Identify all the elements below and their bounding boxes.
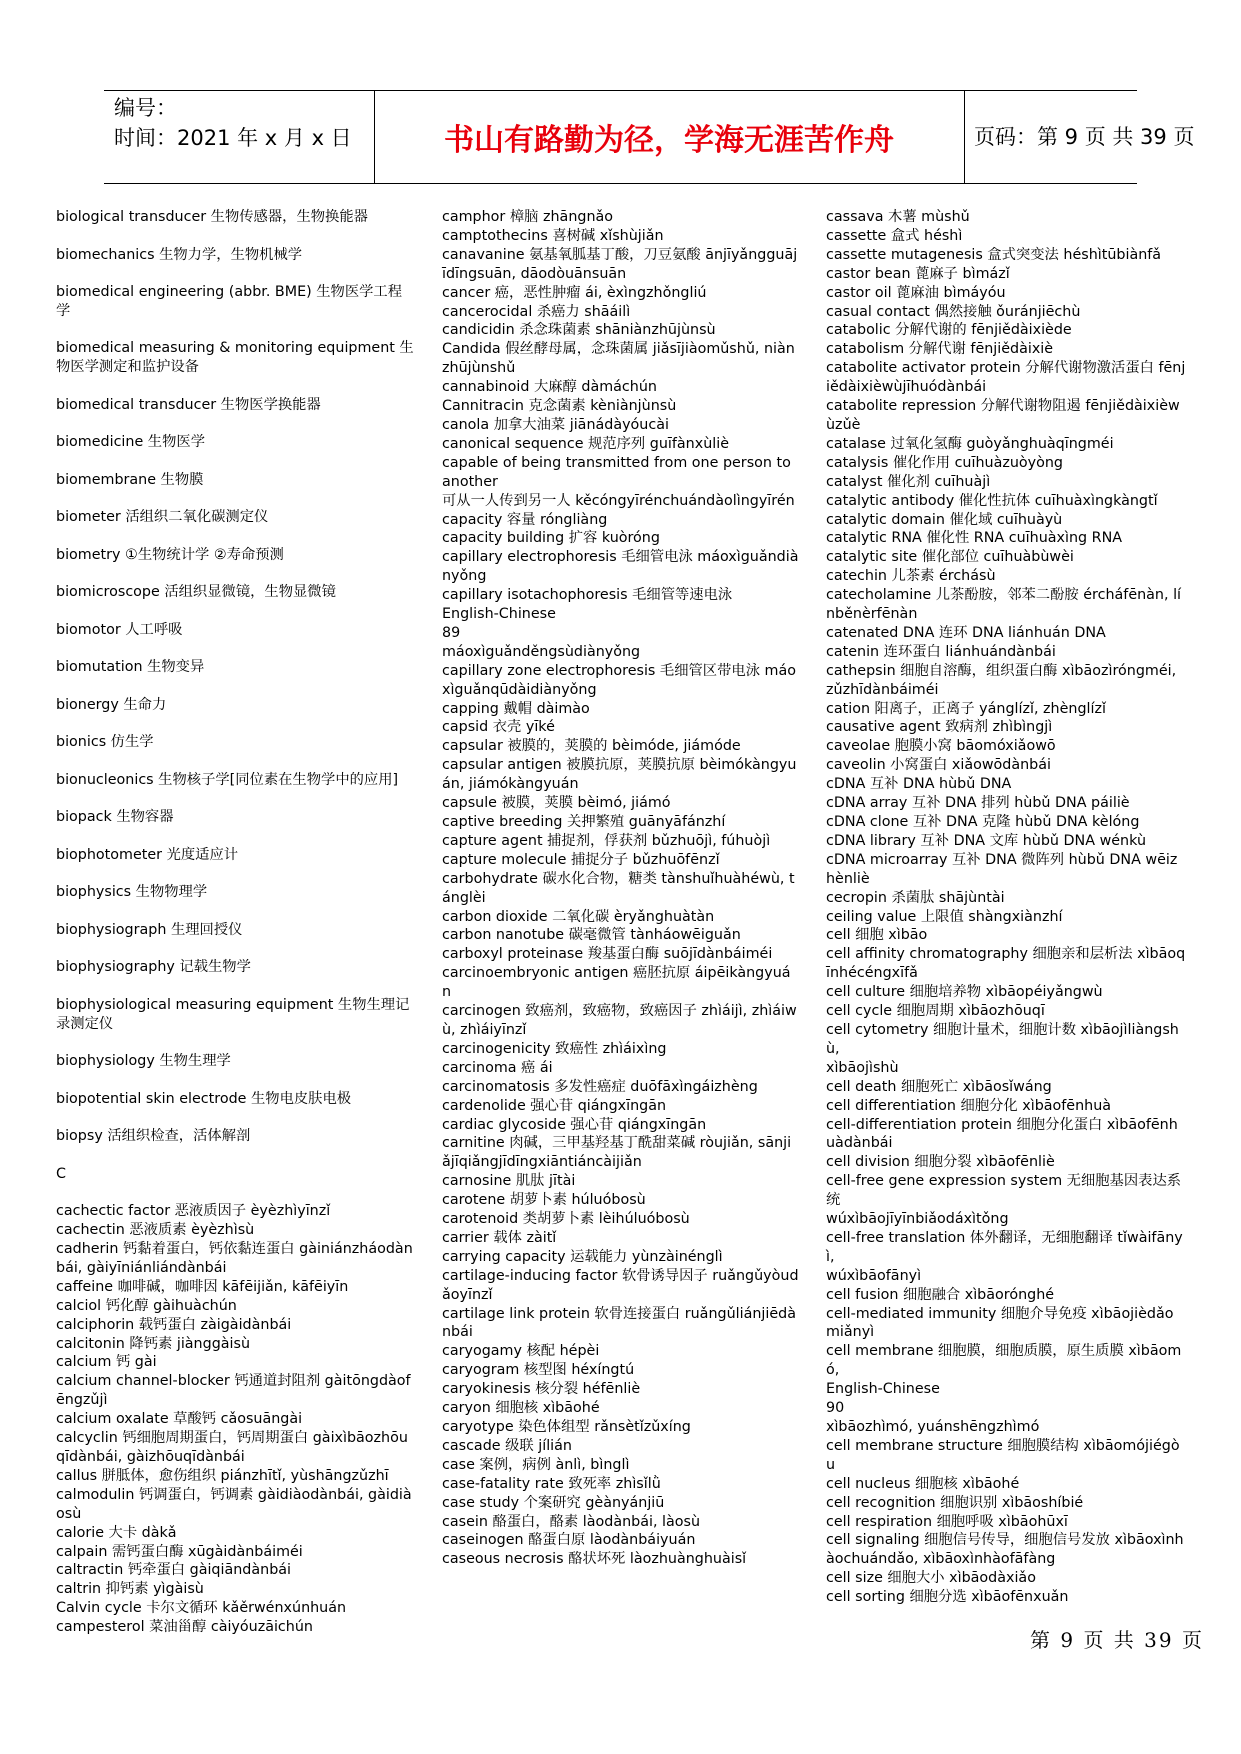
glossary-entry: caryogamy 核配 hépèi bbox=[442, 1343, 600, 1360]
glossary-entry: capillary electrophoresis 毛细管电泳 máoxìguǎndiànyǒng bbox=[442, 549, 799, 585]
glossary-entry: cartilage link protein 软骨连接蛋白 ruǎngǔliánjiēdànbái bbox=[442, 1305, 796, 1341]
glossary-entry: cell affinity chromatography 细胞亲和层析法 xìbāoqīnhécéngxīfǎ bbox=[826, 946, 1186, 982]
glossary-entry: camptothecins 喜树碱 xǐshùjiǎn bbox=[442, 227, 664, 244]
glossary-entry: caltractin 钙牵蛋白 gàiqiāndànbái bbox=[56, 1562, 291, 1579]
glossary-entry: cell membrane 细胞膜，细胞质膜，原生质膜 xìbāomó, bbox=[826, 1343, 1182, 1379]
glossary-entry: canavanine 氨基氧胍基丁酸，刀豆氨酸 ānjīyǎngguājīdīngsuān, dāodòuānsuān bbox=[442, 246, 798, 282]
glossary-entry: calcyclin 钙细胞周期蛋白，钙周期蛋白 gàixìbāozhōuqīdànbái, gàizhōuqīdànbái bbox=[56, 1430, 408, 1465]
glossary-entry: bionucleonics 生物核子学[同位素在生物学中的应用] bbox=[56, 771, 399, 788]
glossary-entry: casein 酪蛋白，酪素 làodànbái, làosù bbox=[442, 1513, 701, 1530]
glossary-entry: case 案例，病例 ànlì, bìnglì bbox=[442, 1456, 630, 1473]
header-motto: 书山有路勤为径，学海无涯苦作舟 bbox=[444, 123, 894, 158]
glossary-entry: caseous necrosis 酪状坏死 làozhuànghuàisǐ bbox=[442, 1551, 747, 1568]
serial-number-label: 编号： bbox=[114, 96, 177, 120]
glossary-entry: cancer 癌，恶性肿瘤 ái, èxìngzhǒngliú bbox=[442, 284, 707, 301]
glossary-entry: cell-mediated immunity 细胞介导免疫 xìbāojièdǎomiǎnyì bbox=[826, 1305, 1174, 1341]
glossary-entry: biophysiography 记载生物学 bbox=[56, 959, 251, 976]
glossary-entry: calpain 需钙蛋白酶 xūgàidànbáiméi bbox=[56, 1543, 303, 1560]
glossary-entry: catabolite activator protein 分解代谢物激活蛋白 fēnjiědàixièwùjīhuódànbái bbox=[826, 360, 1186, 396]
glossary-entry: máoxìguǎnděngsùdiànyǒng bbox=[442, 643, 641, 660]
glossary-entry: carotenoid 类胡萝卜素 lèihúluóbosù bbox=[442, 1211, 690, 1228]
glossary-column-3 bbox=[826, 208, 1186, 1607]
glossary-entry: biomedical engineering (abbr. BME) 生物医学工程学 bbox=[56, 284, 403, 319]
glossary-entry: capsid 衣壳 yīké bbox=[442, 719, 555, 736]
glossary-entry: caveolin 小窝蛋白 xiǎowōdànbái bbox=[826, 757, 1051, 774]
glossary-entry: cell membrane structure 细胞膜结构 xìbāomójiégòu bbox=[826, 1437, 1180, 1473]
glossary-entry: cation 阳离子，正离子 yánglízǐ, zhènglízǐ bbox=[826, 700, 1106, 717]
glossary-entry: cathepsin 细胞自溶酶，组织蛋白酶 xìbāozìróngméi, bbox=[826, 662, 1177, 679]
glossary-entry: cDNA microarray 互补 DNA 微阵列 hùbǔ DNA wēizhènliè bbox=[826, 851, 1178, 887]
glossary-entry: biopotential skin electrode 生物电皮肤电极 bbox=[56, 1090, 352, 1107]
glossary-entry: biophotometer 光度适应计 bbox=[56, 846, 239, 863]
glossary-entry: calmodulin 钙调蛋白，钙调素 gàidiàodànbái, gàidiàosù bbox=[56, 1486, 412, 1522]
glossary-entry: cell sorting 细胞分选 xìbāofēnxuǎn bbox=[826, 1589, 1069, 1606]
glossary-entry: cannabinoid 大麻醇 dàmáchún bbox=[442, 379, 657, 396]
glossary-entry: cDNA clone 互补 DNA 克隆 hùbǔ DNA kèlóng bbox=[826, 814, 1140, 830]
glossary-entry: biomembrane 生物膜 bbox=[56, 471, 204, 488]
glossary-entry: Cannitracin 克念菌素 kèniànjùnsù bbox=[442, 398, 677, 415]
glossary-entry: calorie 大卡 dàkǎ bbox=[56, 1524, 177, 1541]
glossary-entry: cDNA array 互补 DNA 排列 hùbǔ DNA páiliè bbox=[826, 795, 1130, 812]
glossary-column-2 bbox=[442, 208, 799, 1569]
glossary-entry: wúxìbāofānyì bbox=[826, 1267, 922, 1284]
glossary-entry: cartilage-inducing factor 软骨诱导因子 ruǎngǔyòudǎoyīnzǐ bbox=[442, 1267, 799, 1303]
glossary-entry: biomutation 生物变异 bbox=[56, 659, 205, 676]
glossary-column-1 bbox=[56, 208, 416, 1637]
glossary-entry: carcinogen 致癌剂，致癌物，致癌因子 zhìáijì, zhìáiwù, zhìáiyīnzǐ bbox=[442, 1003, 797, 1038]
glossary-entry: catabolism 分解代谢 fēnjiědàixiè bbox=[826, 341, 1054, 358]
glossary-entry: catalase 过氧化氢酶 guòyǎnghuàqīngméi bbox=[826, 435, 1114, 452]
glossary-entry: biomedicine 生物医学 bbox=[56, 434, 205, 451]
glossary-entry: cachectin 恶液质素 èyèzhìsù bbox=[56, 1222, 255, 1239]
glossary-entry: Candida 假丝酵母属，念珠菌属 jiǎsījiàomǔshǔ, niànzhūjùnshǔ bbox=[442, 341, 795, 377]
glossary-entry: carcinogenicity 致癌性 zhìáixìng bbox=[442, 1040, 667, 1057]
glossary-entry: carbon nanotube 碳毫微管 tànháowēiguǎn bbox=[442, 927, 741, 944]
glossary-entry: calcitonin 降钙素 jiànggàisù bbox=[56, 1335, 251, 1352]
glossary-entry: capping 戴帽 dàimào bbox=[442, 700, 590, 717]
glossary-entry: carnosine 肌肽 jītài bbox=[442, 1173, 576, 1190]
glossary-entry: case-fatality rate 致死率 zhìsǐlǜ bbox=[442, 1475, 661, 1492]
glossary-entry: carotene 胡萝卜素 húluóbosù bbox=[442, 1192, 646, 1209]
glossary-entry: cell cytometry 细胞计量术，细胞计数 xìbāojìliàngshù, bbox=[826, 1021, 1179, 1057]
glossary-entry: cecropin 杀菌肽 shājùntài bbox=[826, 889, 1005, 906]
header-meta bbox=[114, 93, 364, 153]
glossary-entry: biological transducer 生物传感器，生物换能器 bbox=[56, 209, 368, 225]
glossary-entry: castor bean 蓖麻子 bìmázǐ bbox=[826, 265, 1010, 282]
glossary-entry: cell recognition 细胞识别 xìbāoshíbié bbox=[826, 1494, 1084, 1511]
glossary-entry: catalytic site 催化部位 cuīhuàbùwèi bbox=[826, 549, 1074, 566]
glossary-entry: biomedical measuring & monitoring equipment 生物医学测定和监护设备 bbox=[56, 340, 414, 376]
glossary-entry: carcinomatosis 多发性癌症 duōfāxìngáizhèng bbox=[442, 1078, 758, 1095]
glossary-entry: carbon dioxide 二氧化碳 èryǎnghuàtàn bbox=[442, 908, 715, 925]
glossary-entry: biophysics 生物物理学 bbox=[56, 884, 208, 901]
glossary-entry: catenated DNA 连环 DNA liánhuán DNA bbox=[826, 624, 1106, 641]
glossary-entry: catabolite repression 分解代谢物阻遏 fēnjiědàixièwùzǔè bbox=[826, 398, 1180, 433]
glossary-entry: wúxìbāojīyīnbiǎodáxìtǒng bbox=[826, 1211, 1009, 1228]
glossary-entry: biopsy 活组织检查，活体解剖 bbox=[56, 1128, 251, 1145]
glossary-entry: catalysis 催化作用 cuīhuàzuòyòng bbox=[826, 454, 1064, 471]
glossary-entry: biomechanics 生物力学，生物机械学 bbox=[56, 246, 303, 263]
glossary-entry: casual contact 偶然接触 ǒuránjiēchù bbox=[826, 303, 1081, 320]
glossary-entry: zǔzhīdànbáiméi bbox=[826, 681, 939, 698]
glossary-entry: bionics 仿生学 bbox=[56, 734, 154, 751]
glossary-entry: 可从一人传到另一人 kěcóngyīrénchuándàolìngyīrén bbox=[442, 492, 795, 509]
glossary-entry: cascade 级联 jílián bbox=[442, 1437, 572, 1454]
glossary-entry: cachectic factor 恶液质因子 èyèzhìyīnzǐ bbox=[56, 1203, 331, 1220]
glossary-entry: catechin 儿茶素 érchásù bbox=[826, 568, 996, 585]
glossary-entry: calcium oxalate 草酸钙 cǎosuāngài bbox=[56, 1411, 303, 1428]
glossary-entry: carrier 载体 zàitǐ bbox=[442, 1229, 557, 1246]
glossary-entry: cell death 细胞死亡 xìbāosǐwáng bbox=[826, 1078, 1052, 1095]
glossary-entry: capture agent 捕捉剂，俘获剂 bǔzhuōjì, fúhuòjì bbox=[442, 832, 771, 849]
glossary-entry: carnitine 肉碱，三甲基羟基丁酰甜菜碱 ròujiǎn, sānjiǎjīqiǎngjīdīngxiāntiáncàijiǎn bbox=[442, 1135, 792, 1171]
footer-page-label: 第 9 页 共 39 页 bbox=[1030, 1628, 1204, 1652]
header-page-label: 页码：第 9 页 共 39 页 bbox=[974, 125, 1195, 149]
glossary-entry: capsular 被膜的，荚膜的 bèimóde, jiámóde bbox=[442, 738, 741, 755]
glossary-entry: capable of being transmitted from one person to another bbox=[442, 454, 791, 490]
glossary-entry: cDNA 互补 DNA hùbǔ DNA bbox=[826, 776, 1012, 793]
glossary-entry: caveolae 胞膜小窝 bāomóxiǎowō bbox=[826, 738, 1056, 755]
glossary-entry: camphor 樟脑 zhāngnǎo bbox=[442, 209, 614, 225]
glossary-entry: biomedical transducer 生物医学换能器 bbox=[56, 396, 321, 413]
header-divider bbox=[964, 91, 965, 183]
glossary-entry: carboxyl proteinase 羧基蛋白酶 suōjīdànbáiméi bbox=[442, 946, 773, 963]
glossary-entry: causative agent 致病剂 zhìbìngjì bbox=[826, 719, 1053, 736]
glossary-entry: capacity building 扩容 kuòróng bbox=[442, 530, 660, 547]
glossary-entry: capture molecule 捕捉分子 bǔzhuōfēnzǐ bbox=[442, 851, 720, 868]
glossary-entry: calciphorin 载钙蛋白 zàigàidànbái bbox=[56, 1316, 292, 1333]
glossary-entry: carrying capacity 运载能力 yùnzàinénglì bbox=[442, 1248, 723, 1265]
glossary-entry: capsular antigen 被膜抗原，荚膜抗原 bèimókàngyuán, jiámókàngyuán bbox=[442, 757, 797, 793]
glossary-entry: 89 bbox=[442, 624, 461, 641]
glossary-entry: canola 加拿大油菜 jiānádàyóucài bbox=[442, 416, 669, 433]
glossary-entry: campesterol 菜油甾醇 càiyóuzāichún bbox=[56, 1619, 313, 1636]
glossary-entry: capacity 容量 róngliàng bbox=[442, 511, 608, 528]
glossary-entry: xìbāojìshù bbox=[826, 1059, 899, 1076]
glossary-entry: caryogram 核型图 héxíngtú bbox=[442, 1362, 635, 1379]
glossary-entry: cell differentiation 细胞分化 xìbāofēnhuà bbox=[826, 1097, 1112, 1114]
glossary-entry: biopack 生物容器 bbox=[56, 809, 174, 826]
glossary-entry: cardenolide 强心苷 qiángxīngān bbox=[442, 1097, 667, 1114]
glossary-entry: catalytic domain 催化域 cuīhuàyù bbox=[826, 511, 1063, 528]
glossary-entry: catalyst 催化剂 cuīhuàjì bbox=[826, 473, 991, 490]
glossary-entry: carbohydrate 碳水化合物，糖类 tànshuǐhuàhéwù, tánglèi bbox=[442, 870, 795, 906]
glossary-entry: biometer 活组织二氧化碳测定仪 bbox=[56, 509, 269, 526]
glossary-entry: cell fusion 细胞融合 xìbāorónghé bbox=[826, 1286, 1055, 1303]
glossary-entry: caryokinesis 核分裂 héfēnliè bbox=[442, 1381, 641, 1398]
glossary-entry: cell culture 细胞培养物 xìbāopéiyǎngwù bbox=[826, 984, 1103, 1001]
glossary-entry: biomicroscope 活组织显微镜，生物显微镜 bbox=[56, 584, 336, 601]
glossary-entry: capsule 被膜，荚膜 bèimó, jiámó bbox=[442, 795, 671, 812]
glossary-entry: biophysiology 生物生理学 bbox=[56, 1053, 231, 1070]
glossary-entry: cell cycle 细胞周期 xìbāozhōuqī bbox=[826, 1003, 1045, 1020]
glossary-entry: cassava 木薯 mùshǔ bbox=[826, 209, 970, 225]
page-header bbox=[104, 90, 1195, 184]
glossary-entry: cassette mutagenesis 盒式突变法 héshìtūbiànfǎ bbox=[826, 246, 1162, 263]
glossary-entry: English-Chinese bbox=[826, 1381, 940, 1398]
glossary-entry: caryon 细胞核 xìbāohé bbox=[442, 1400, 600, 1417]
glossary-entry: carcinoembryonic antigen 癌胚抗原 áipēikàngyuán bbox=[442, 965, 791, 1001]
glossary-entry: Calvin cycle 卡尔文循环 kǎěrwénxúnhuán bbox=[56, 1600, 347, 1617]
glossary-entry: cardiac glycoside 强心苷 qiángxīngān bbox=[442, 1116, 707, 1133]
glossary-entry: capillary zone electrophoresis 毛细管区带电泳 máoxìguǎnqūdàidiànyǒng bbox=[442, 662, 796, 698]
glossary-entry: bionergy 生命力 bbox=[56, 696, 167, 713]
glossary-entry: canonical sequence 规范序列 guīfànxùliè bbox=[442, 435, 729, 452]
glossary-entry: cell signaling 细胞信号传导，细胞信号发放 xìbāoxìnhàochuándǎo, xìbāoxìnhàofāfàng bbox=[826, 1532, 1184, 1568]
glossary-entry: calcium channel-blocker 钙通道封阻剂 gàitōngdàofēngzǔjì bbox=[56, 1373, 411, 1409]
glossary-entry: cell division 细胞分裂 xìbāofēnliè bbox=[826, 1154, 1055, 1171]
glossary-entry: candicidin 杀念珠菌素 shāniànzhūjùnsù bbox=[442, 322, 716, 339]
glossary-entry: calcium 钙 gài bbox=[56, 1354, 157, 1371]
glossary-entry: caryotype 染色体组型 rǎnsètǐzǔxíng bbox=[442, 1419, 691, 1435]
glossary-entry: biometry ①生物统计学 ②寿命预测 bbox=[56, 546, 284, 563]
glossary-entry: biophysiological measuring equipment 生物生理记录测定仪 bbox=[56, 996, 410, 1032]
glossary-entry: catalytic RNA 催化性 RNA cuīhuàxìng RNA bbox=[826, 530, 1123, 547]
date-label: 时间：2021 年 x 月 x 日 bbox=[114, 126, 352, 150]
glossary-entry: cell-differentiation protein 细胞分化蛋白 xìbāofēnhuàdànbái bbox=[826, 1116, 1178, 1152]
glossary-entry: case study 个案研究 gèànyánjiū bbox=[442, 1494, 665, 1511]
glossary-entry: catecholamine 儿茶酚胺，邻苯二酚胺 ércháfēnàn, línběnèrfēnàn bbox=[826, 587, 1182, 623]
glossary-entry: 90 bbox=[826, 1400, 845, 1417]
glossary-entry: capillary isotachophoresis 毛细管等速电泳 bbox=[442, 587, 733, 604]
glossary-entry: caffeine 咖啡碱，咖啡因 kāfēijiǎn, kāfēiyīn bbox=[56, 1278, 349, 1295]
glossary-entry: cadherin 钙黏着蛋白，钙依黏连蛋白 gàiniánzháodànbái, gàiyīniánliándànbái bbox=[56, 1241, 413, 1276]
glossary-entry: captive breeding 关押繁殖 guānyāfánzhí bbox=[442, 814, 726, 830]
glossary-entry: caseinogen 酪蛋白原 làodànbáiyuán bbox=[442, 1532, 696, 1549]
glossary-entry: cDNA library 互补 DNA 文库 hùbǔ DNA wénkù bbox=[826, 832, 1147, 849]
glossary-entry: catalytic antibody 催化性抗体 cuīhuàxìngkàngtǐ bbox=[826, 492, 1158, 509]
glossary-entry: cancerocidal 杀癌力 shāáilì bbox=[442, 303, 631, 320]
glossary-entry: cell nucleus 细胞核 xìbāohé bbox=[826, 1475, 1020, 1492]
glossary-entry: cassette 盒式 héshì bbox=[826, 227, 963, 244]
glossary-entry: C bbox=[56, 1165, 66, 1182]
glossary-entry: caltrin 抑钙素 yìgàisù bbox=[56, 1581, 204, 1598]
glossary-entry: xìbāozhìmó, yuánshēngzhìmó bbox=[826, 1419, 1040, 1435]
glossary-entry: callus 胼胝体，愈伤组织 piánzhītǐ, yùshāngzǔzhī bbox=[56, 1467, 389, 1484]
glossary-entry: carcinoma 癌 ái bbox=[442, 1059, 553, 1076]
glossary-entry: catenin 连环蛋白 liánhuándànbái bbox=[826, 643, 1056, 660]
glossary-entry: cell 细胞 xìbāo bbox=[826, 927, 928, 944]
glossary-entry: cell size 细胞大小 xìbāodàxiǎo bbox=[826, 1570, 1036, 1587]
glossary-entry: English-Chinese bbox=[442, 606, 556, 623]
glossary-entry: cell-free translation 体外翻译，无细胞翻译 tǐwàifānyì, bbox=[826, 1229, 1183, 1265]
glossary-entry: cell-free gene expression system 无细胞基因表达系统 bbox=[826, 1173, 1182, 1209]
glossary-entry: cell respiration 细胞呼吸 xìbāohūxī bbox=[826, 1513, 1068, 1530]
glossary-entry: catabolic 分解代谢的 fēnjiědàixiède bbox=[826, 322, 1072, 339]
glossary-entry: calciol 钙化醇 gàihuàchún bbox=[56, 1297, 237, 1314]
glossary-entry: biophysiograph 生理回授仪 bbox=[56, 921, 243, 938]
glossary-entry: ceiling value 上限值 shàngxiànzhí bbox=[826, 908, 1063, 925]
glossary-entry: castor oil 蓖麻油 bìmáyóu bbox=[826, 284, 1006, 301]
glossary-entry: biomotor 人工呼吸 bbox=[56, 621, 183, 638]
